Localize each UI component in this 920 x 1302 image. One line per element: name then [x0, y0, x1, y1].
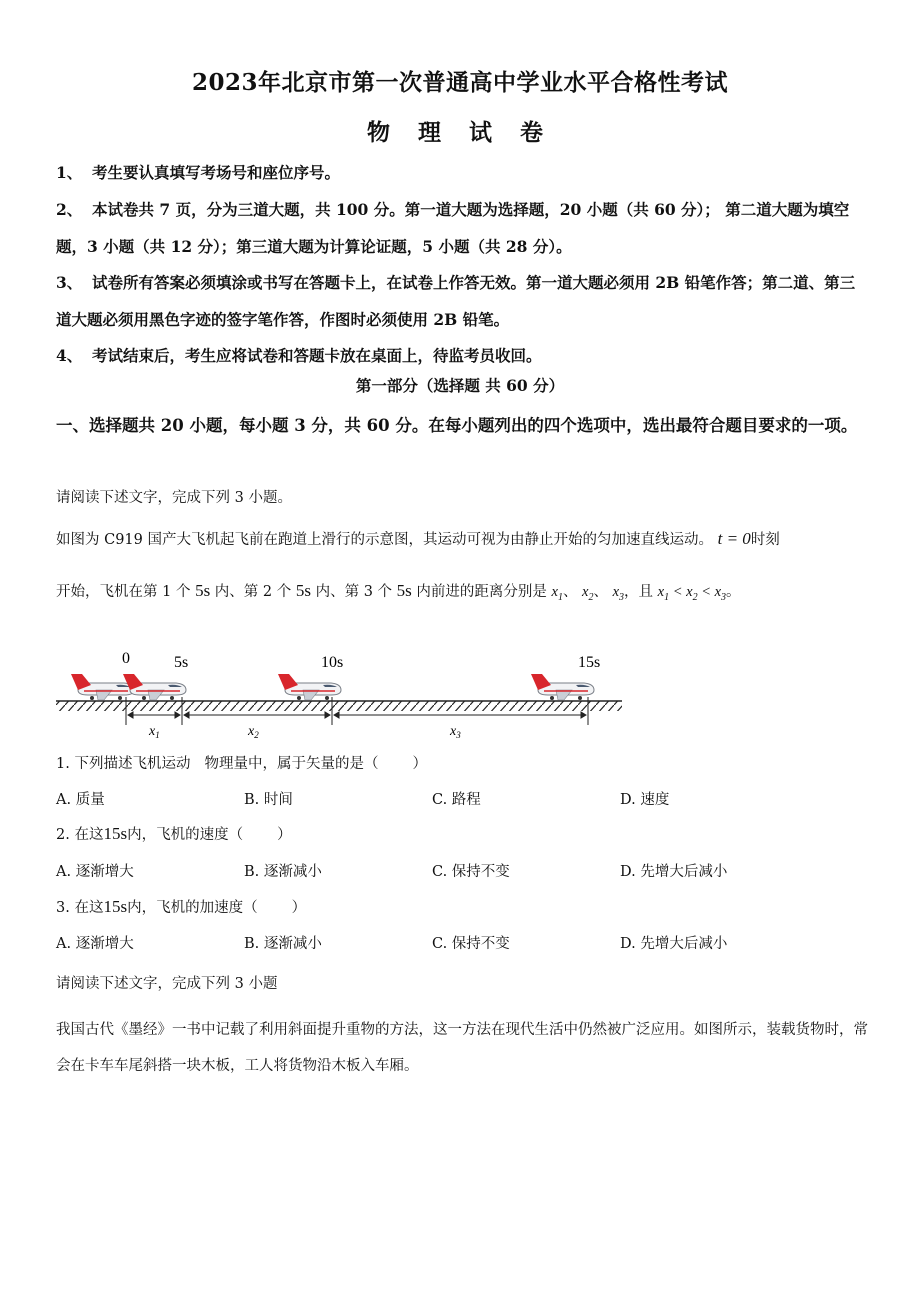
passage-text: 开始，飞机在第 1 个: [56, 584, 191, 600]
x3-label: $x_3$: [450, 724, 461, 740]
note-4: [56, 337, 868, 374]
note-3: [56, 264, 868, 338]
note-number: 4、: [56, 346, 83, 365]
q2-option-c[interactable]: C. 保持不变: [432, 864, 510, 880]
time-label: 15s: [578, 654, 601, 671]
plane-icon: [123, 674, 186, 700]
time-label: 10s: [321, 654, 344, 671]
note-2: [56, 191, 868, 265]
plane-icon: [531, 674, 594, 700]
q1-option-b[interactable]: B. 时间: [244, 792, 293, 808]
q1-option-a[interactable]: A. 质量: [56, 792, 105, 808]
note-text: 本试卷共 7 页，分为三道大题，共 100 分。第一道大题为选择题，20 小题（共 60 分）； 第二道大题为填空题，3 小题（共 12 分）；第三道大题为计算论证题，5 小题（共 28 分）。: [56, 200, 850, 256]
q2-option-d[interactable]: D. 先增大后减小: [620, 864, 728, 880]
q1-option-d[interactable]: D. 速度: [620, 792, 670, 808]
note-text: 考试结束后，考生应将试卷和答题卡放在桌面上，待监考员收回。: [92, 346, 542, 365]
question-2-stem: [56, 823, 292, 844]
duration-5s: 5s: [195, 581, 211, 600]
exam-subtitle: 物 理 试 卷: [366, 119, 554, 146]
passage-text: 内前进的距离分别是: [416, 584, 547, 600]
x1-label: $x_1$: [149, 724, 160, 740]
var-x1: $x_1$: [551, 584, 563, 603]
passage-text: ，且: [624, 584, 654, 600]
var-x2: $x_2$: [582, 584, 594, 603]
inequality: $x_1 < x_2 < x_3$: [657, 584, 727, 603]
q3-option-d[interactable]: D. 先增大后减小: [620, 936, 728, 952]
stem-text: ）: [291, 900, 307, 916]
separator: 、: [593, 584, 608, 600]
stem-text: ）: [412, 756, 427, 772]
stem-text: 3. 在这: [56, 900, 104, 916]
passage-text: 时刻: [750, 532, 780, 548]
plane-icon: [71, 674, 134, 700]
passage-text: 内、第 3 个: [315, 584, 393, 600]
exam-title: 2023年北京市第一次普通高中学业水平合格性考试: [191, 69, 728, 96]
note-number: 3、: [56, 273, 83, 292]
part-title: 第一部分（选择题 共 60 分）: [355, 376, 565, 395]
stem-text: 1. 下列描述飞机运动: [56, 756, 191, 772]
var-x3: $x_3$: [612, 584, 625, 603]
note-text: 考生要认真填写考场号和座位序号。: [92, 163, 341, 182]
duration-15s: 15s: [103, 824, 128, 843]
question-1-stem: [56, 752, 427, 773]
q1-option-c[interactable]: C. 路程: [432, 792, 481, 808]
duration-5s: 5s: [295, 581, 311, 600]
question-3-stem: [56, 896, 306, 917]
intro-2: 请阅读下述文字，完成下列 3 小题: [56, 976, 278, 992]
stem-text: 物理量中，属于矢量的是（: [204, 756, 379, 772]
runway-hatch: [56, 701, 622, 711]
q2-option-a[interactable]: A. 逐渐增大: [56, 864, 134, 880]
time-label: 5s: [174, 654, 189, 671]
note-number: 2、: [56, 200, 83, 219]
stem-text: 内，飞机的速度（: [127, 827, 244, 843]
passage-1-line-1: [56, 522, 876, 557]
passage-1-line-2: [56, 574, 876, 615]
note-1: [56, 154, 868, 191]
runway-figure: [56, 645, 636, 745]
q3-option-c[interactable]: C. 保持不变: [432, 936, 510, 952]
passage-2: 我国古代《墨经》一书中记载了利用斜面提升重物的方法，这一方法在现代生活中仍然被广泛应用。如图所示，装载货物时，常会在卡车车尾斜搭一块木板，工人将货物沿木板入车厢。: [56, 1022, 868, 1074]
passage-text: 如图为 C919 国产大飞机起飞前在跑道上滑行的示意图，其运动可视为由静止开始的匀加速直线运动。: [56, 532, 713, 548]
duration-5s: 5s: [396, 581, 412, 600]
section-title: 一、选择题共 20 小题，每小题 3 分，共 60 分。在每小题列出的四个选项中，选出最符合题目要求的一项。: [56, 416, 858, 435]
passage-text: 内、第 2 个: [214, 584, 292, 600]
q3-option-a[interactable]: A. 逐渐增大: [56, 936, 134, 952]
stem-text: ）: [277, 827, 292, 843]
intro-1: 请阅读下述文字，完成下列 3 小题。: [56, 490, 292, 506]
time-label: 0: [122, 650, 130, 667]
q2-option-b[interactable]: B. 逐渐减小: [244, 864, 322, 880]
passage-text: 。: [726, 584, 741, 600]
x2-label: $x_2$: [248, 724, 259, 740]
stem-text: 2. 在这: [56, 827, 104, 843]
plane-icon: [278, 674, 341, 700]
t0-expression: t = 0: [717, 529, 751, 548]
q3-option-b[interactable]: B. 逐渐减小: [244, 936, 322, 952]
note-text: 试卷所有答案必须填涂或书写在答题卡上，在试卷上作答无效。第一道大题必须用 2B 铅笔作答；第二道、第三道大题必须用黑色字迹的签字笔作答，作图时必须使用 2B 铅笔。: [56, 273, 856, 329]
duration-15s: 15s: [103, 897, 128, 916]
stem-text: 内，飞机的加速度（: [127, 900, 258, 916]
separator: 、: [562, 584, 578, 600]
note-number: 1、: [56, 163, 83, 182]
